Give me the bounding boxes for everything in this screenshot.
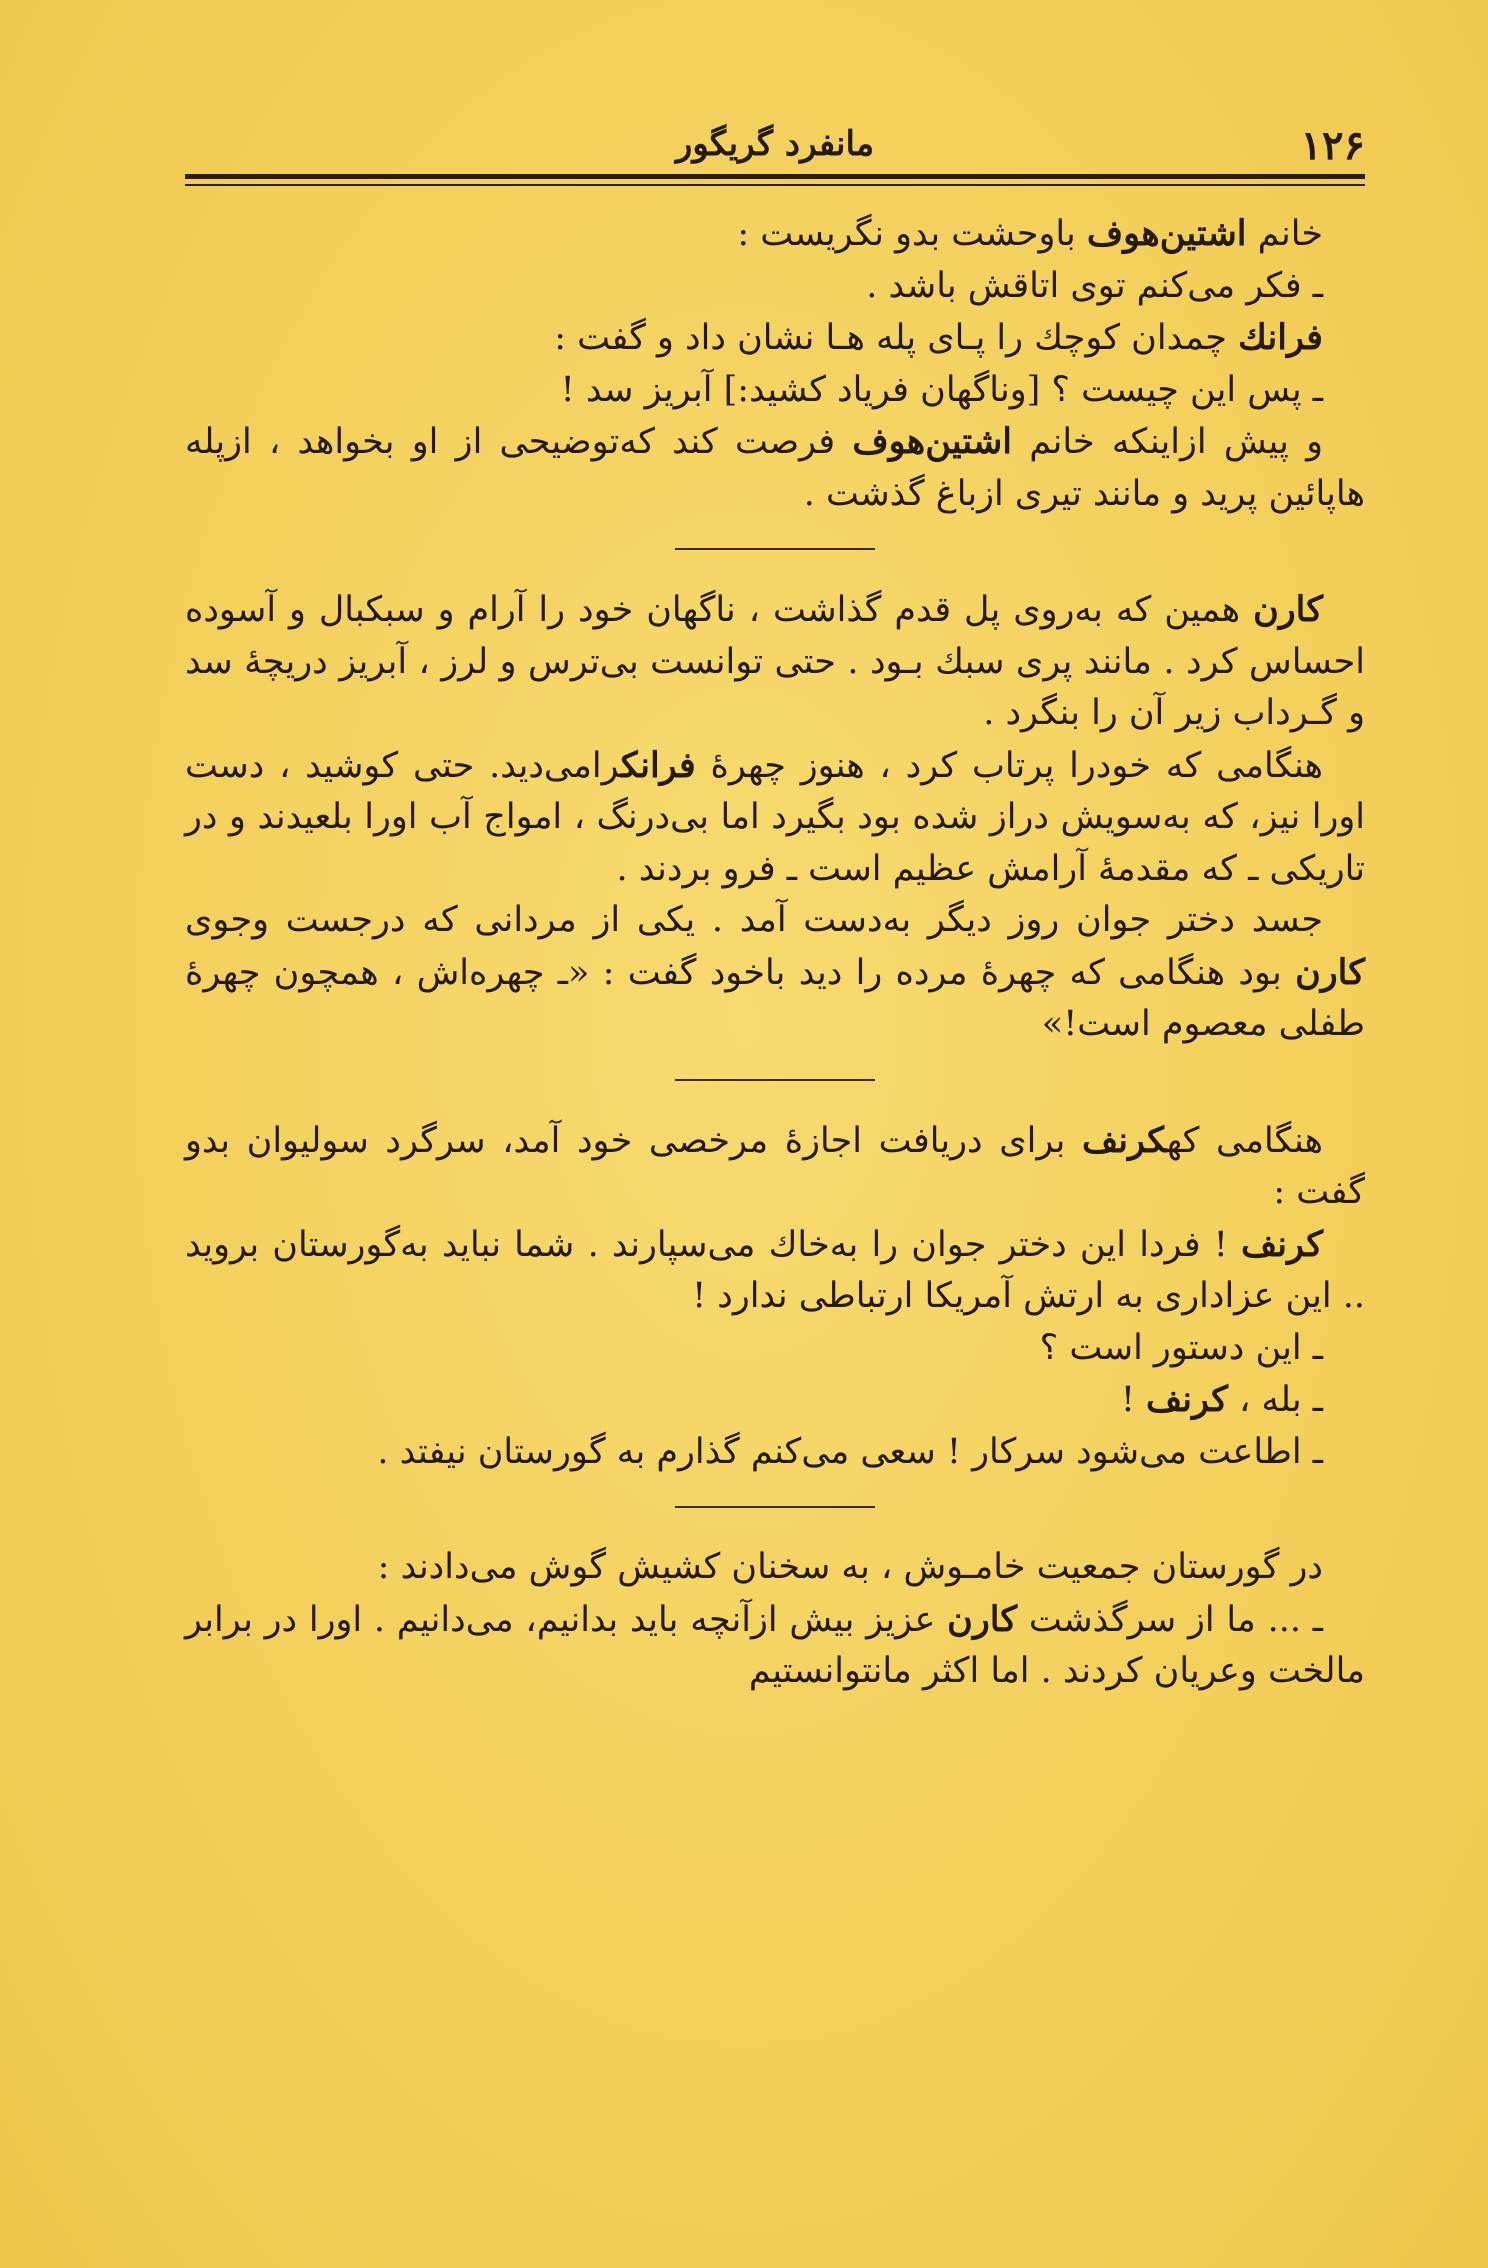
character-name: فرانك: [1237, 317, 1323, 358]
paragraph: هنگامی که خودرا پرتاب کرد ، هنوز چهرهٔ فرانكرامی‌دید. حتی کوشید ، دست اورا نیز، که به‌سویش دراز شده بود بگیرد اما بی‌درنگ ، امواج آب اورا بلعیدند و در تاریکی ـ که مقدمهٔ آرامش عظیم است ـ فرو بردند .: [185, 744, 1365, 889]
page-number: ۱۲۶: [1300, 122, 1365, 169]
section-separator: [675, 1506, 875, 1508]
paragraph: هنگامی کهکرنف برای دریافت اجازهٔ مرخصی خود آمد، سرگرد سولیوان بدو گفت :: [185, 1119, 1365, 1212]
header-rule-thin: [185, 184, 1365, 186]
character-name: اشتین‌هوف: [1086, 213, 1247, 254]
dialogue-line: ـ پس این چیست ؟ [وناگهان فریاد کشید:] آبریز سد !: [560, 369, 1323, 410]
dialogue-line: ـ بله ، کرنف !: [1120, 1379, 1323, 1420]
character-name: کرنف: [1082, 1119, 1167, 1161]
paragraph: کارن همین که به‌روی پل قدم گذاشت ، ناگهان خود را آرام و سبکبال و آسوده احساس کرد . مانند پری سبك بـود . حتی توانست بی‌ترس و لرز ، آبریز دریچهٔ سد و گـرداب زیر آن را بنگرد .: [185, 589, 1365, 733]
section-separator: [675, 548, 875, 550]
paragraph: جسد دختر جوان روز دیگر به‌دست آمد . یکی از مردانی که درجست وجوی کارن بود هنگامی که چهرهٔ مرده را دید باخود گفت : «ـ چهره‌اش ، همچون چهرهٔ طفلی معصوم است!»: [185, 900, 1365, 1044]
running-title: مانفرد گریگور: [675, 124, 875, 164]
character-name: اشتین‌هوف: [852, 421, 1013, 462]
header-rule-thick: [185, 174, 1365, 179]
paragraph: در گورستان جمعیت خامـوش ، به سخنان کشیش گوش می‌دادند :: [377, 1547, 1323, 1587]
dialogue-line: ـ ... ما از سرگذشت کارن عزیز بیش ازآنچه باید بدانیم، می‌دانیم . اورا در برابر مالخت وعریان کردند . اما اکثر مانتوانستیم: [185, 1598, 1365, 1691]
paragraph: و پیش ازاینکه خانم اشتین‌هوف فرصت کند که‌توضیحی از او بخواهد ، ازپله هاپائین پرید و مانند تیری ازباغ گذشت .: [185, 421, 1365, 514]
character-name: کرنف: [1146, 1379, 1228, 1420]
dialogue-line: ـ این دستور است ؟: [1039, 1327, 1323, 1368]
character-name: کارن: [947, 1598, 1018, 1640]
body-text: [185, 208, 1365, 1698]
page-header: [185, 118, 1365, 178]
dialogue-line: ـ اطاعت می‌شود سرکار ! سعی می‌کنم گذارم به گورستان نیفتد .: [377, 1431, 1323, 1472]
paragraph: کرنف ! فردا این دختر جوان را به‌خاك می‌سپارند . شما نباید به‌گورستان بروید .. این عزاداری به ارتش آمریکا ارتباطی ندارد !: [185, 1223, 1365, 1316]
paragraph: فرانك چمدان کوچك را پـای پله هـا نشان داد و گفت :: [554, 317, 1323, 358]
character-name: فرانك: [620, 744, 696, 786]
dialogue-line: ـ فکر می‌کنم توی اتاقش باشد .: [866, 265, 1323, 306]
section-separator: [675, 1079, 875, 1081]
character-name: کرنف: [1241, 1223, 1323, 1265]
character-name: کارن: [1253, 589, 1323, 630]
paragraph: خانم اشتین‌هوف باوحشت بدو نگریست :: [737, 213, 1323, 254]
character-name: کارن: [1295, 951, 1365, 993]
